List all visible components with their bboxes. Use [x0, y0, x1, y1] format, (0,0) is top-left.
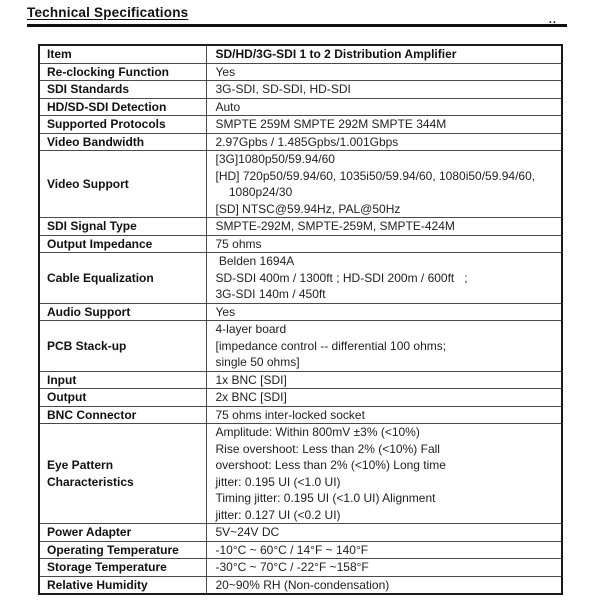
spec-value-line: 3G-SDI, SD-SDI, HD-SDI	[215, 82, 351, 96]
spec-value-line: Auto	[215, 99, 241, 114]
table-row	[39, 559, 562, 577]
spec-value-line: [SD] NTSC@59.94Hz, PAL@50Hz	[215, 201, 401, 216]
table-row	[39, 45, 562, 63]
spec-value-line: 4-layer board	[215, 322, 287, 336]
spec-label: SDI Signal Type	[39, 218, 206, 236]
spec-value	[206, 406, 562, 424]
spec-label: Video Support	[39, 151, 206, 218]
spec-value-line: [3G]1080p50/59.94/60	[215, 152, 335, 166]
table-row	[39, 389, 562, 407]
spec-label: Re-clocking Function	[39, 63, 206, 81]
spec-value	[206, 116, 562, 134]
spec-label: Eye Pattern Characteristics	[39, 424, 206, 524]
spec-label: Audio Support	[39, 303, 206, 321]
spec-label: Cable Equalization	[39, 253, 206, 304]
spec-value-line: -30°C ~ 70°C / -22°F ~158°F	[215, 560, 369, 574]
table-row	[39, 371, 562, 389]
spec-value-line: 20~90% RH (Non-condensation)	[215, 577, 390, 592]
table-row	[39, 406, 562, 424]
spec-value	[206, 151, 562, 218]
spec-label: SDI Standards	[39, 81, 206, 99]
spec-value	[206, 559, 562, 577]
spec-value-line: SMPTE-292M, SMPTE-259M, SMPTE-424M	[215, 219, 455, 233]
spec-value-line: overshoot: Less than 2% (<10%) Long time	[215, 458, 446, 472]
spec-value-line: [impedance control -- differential 100 ohms;	[215, 338, 447, 353]
spec-value-line: Belden 1694A	[215, 254, 295, 268]
table-row	[39, 524, 562, 542]
spec-value-line: 3G-SDI 140m / 450ft	[215, 287, 326, 301]
spec-value	[206, 424, 562, 524]
spec-value	[206, 218, 562, 236]
table-row	[39, 424, 562, 524]
spec-value-line: SMPTE 259M SMPTE 292M SMPTE 344M	[215, 117, 447, 131]
spec-value	[206, 98, 562, 116]
spec-label: Item	[39, 45, 206, 63]
spec-value-line: Rise overshoot: Less than 2% (<10%) Fall	[215, 441, 440, 456]
spec-value-line: Timing jitter: 0.195 UI (<1.0 UI) Alignment	[215, 491, 436, 505]
table-row	[39, 235, 562, 253]
spec-value-line: 5V~24V DC	[215, 525, 280, 539]
spec-value	[206, 253, 562, 304]
spec-label: Video Bandwidth	[39, 133, 206, 151]
spec-label: Operating Temperature	[39, 541, 206, 559]
table-row	[39, 81, 562, 99]
spec-value	[206, 133, 562, 151]
spec-value-line: 75 ohms	[215, 236, 262, 251]
spec-label: Input	[39, 371, 206, 389]
spec-value-line: 2.97Gpbs / 1.485Gpbs/1.001Gbps	[215, 134, 399, 149]
spec-value-line: 1080p24/30	[215, 185, 293, 199]
table-row	[39, 116, 562, 134]
spec-label: Output	[39, 389, 206, 407]
table-row	[39, 253, 562, 304]
spec-table	[38, 44, 563, 595]
spec-value-line: SD-SDI 400m / 1300ft ; HD-SDI 200m / 600ft ;	[215, 270, 468, 285]
spec-label: Supported Protocols	[39, 116, 206, 134]
spec-value	[206, 371, 562, 389]
spec-value-line: Amplitude: Within 800mV ±3% (<10%)	[215, 425, 420, 439]
table-row	[39, 63, 562, 81]
spec-value-line: SD/HD/3G-SDI 1 to 2 Distribution Amplifier	[215, 47, 457, 61]
spec-label: HD/SD-SDI Detection	[39, 98, 206, 116]
spec-value	[206, 321, 562, 372]
spec-value	[206, 63, 562, 81]
spec-value-line: [HD] 720p50/59.94/60, 1035i50/59.94/60, 1080i50/59.94/60,	[215, 168, 536, 183]
spec-value-line: jitter: 0.127 UI (<0.2 UI)	[215, 507, 341, 522]
spec-value	[206, 235, 562, 253]
spec-value-line: -10°C ~ 60°C / 14°F ~ 140°F	[215, 542, 369, 557]
spec-label: Relative Humidity	[39, 576, 206, 594]
table-row	[39, 576, 562, 594]
spec-value	[206, 81, 562, 99]
spec-table-body	[39, 45, 562, 594]
spec-value-line: 1x BNC [SDI]	[215, 372, 287, 387]
spec-value-line: 75 ohms inter-locked socket	[215, 407, 365, 422]
spec-value	[206, 303, 562, 321]
spec-value	[206, 541, 562, 559]
spec-value-line: single 50 ohms]	[215, 355, 300, 369]
spec-value-line: 2x BNC [SDI]	[215, 390, 287, 404]
spec-label: Power Adapter	[39, 524, 206, 542]
table-row	[39, 151, 562, 218]
table-row	[39, 303, 562, 321]
spec-value	[206, 576, 562, 594]
spec-label: PCB Stack-up	[39, 321, 206, 372]
table-row	[39, 321, 562, 372]
page-title: Technical Specifications	[27, 5, 189, 20]
table-row	[39, 218, 562, 236]
spec-label: Storage Temperature	[39, 559, 206, 577]
spec-value	[206, 524, 562, 542]
table-row	[39, 541, 562, 559]
spec-value-line: jitter: 0.195 UI (<1.0 UI)	[215, 474, 341, 489]
spec-label: BNC Connector	[39, 406, 206, 424]
table-row	[39, 133, 562, 151]
title-trailing-mark: ..	[548, 14, 557, 26]
table-row	[39, 98, 562, 116]
spec-value-line: Yes	[215, 64, 236, 79]
spec-value	[206, 45, 562, 63]
spec-value	[206, 389, 562, 407]
spec-value-line: Yes	[215, 304, 236, 319]
spec-label: Output Impedance	[39, 235, 206, 253]
section-header	[27, 4, 567, 27]
